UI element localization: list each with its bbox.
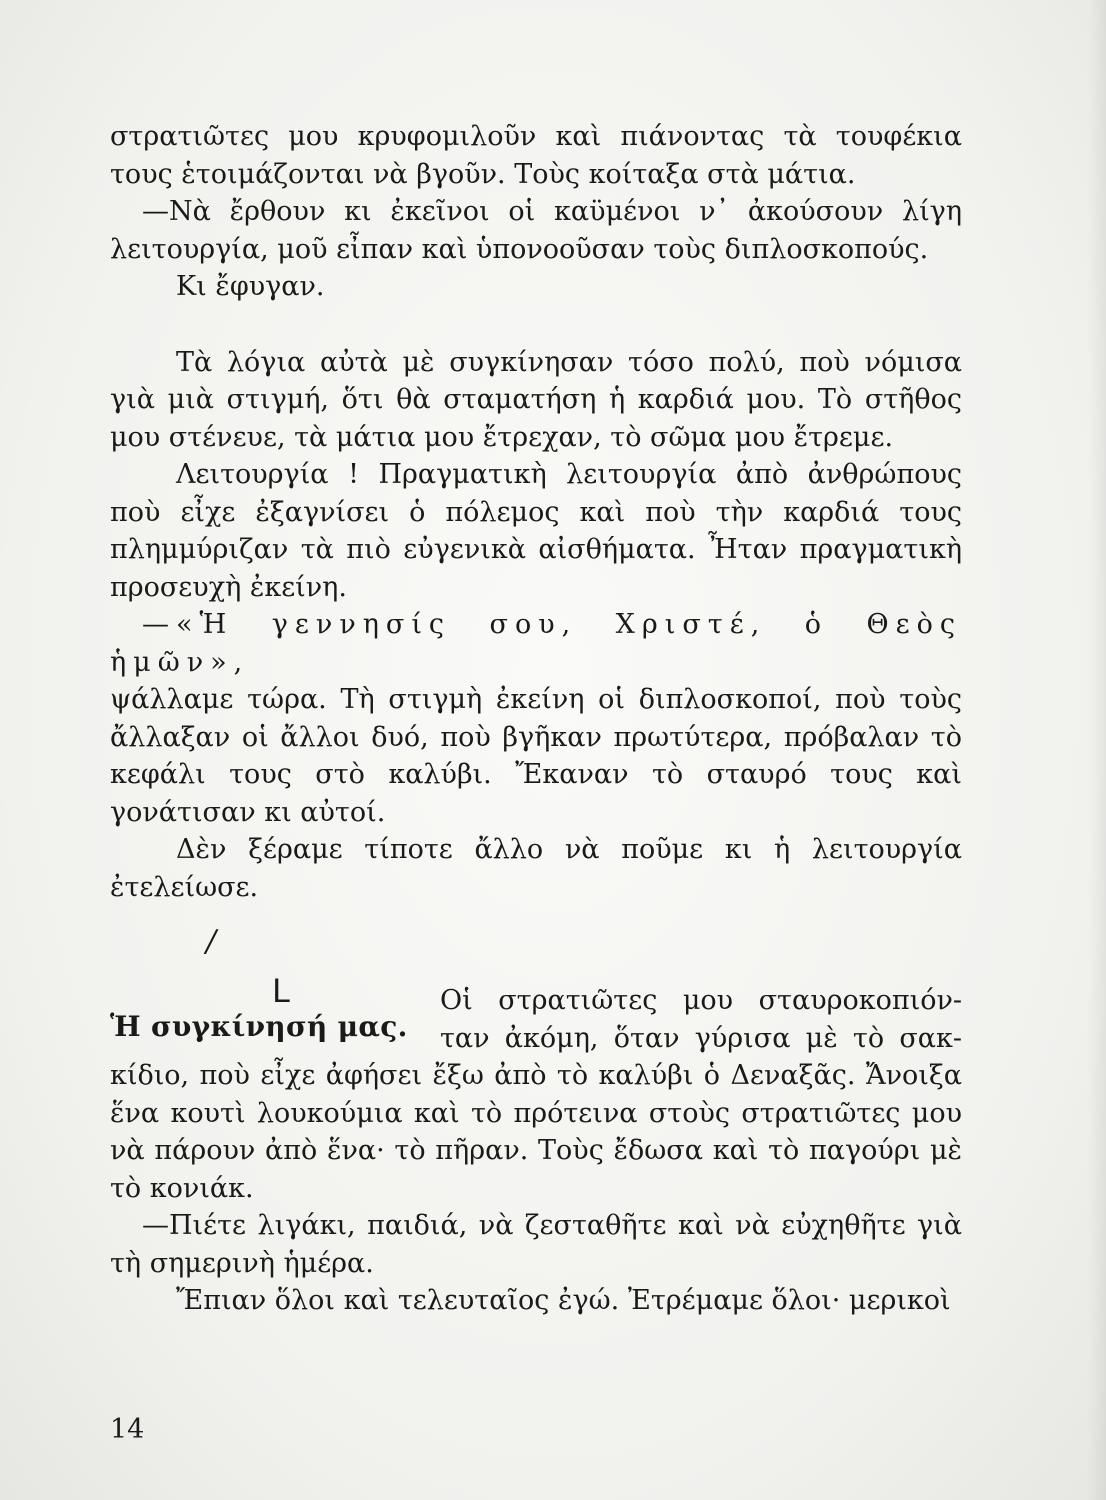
page-edge-shadow: [1088, 0, 1106, 1500]
paragraph-7: Δὲν ξέραμε τίποτε ἄλλο νὰ ποῦμε κι ἡ λειτουργία ἐτελείωσε.: [110, 834, 962, 903]
side-heading: Ἡ συγκίνησή μας.: [110, 1010, 408, 1043]
page-number: 14: [110, 1414, 145, 1445]
section-spacer: [110, 906, 962, 982]
paragraph-2: —Νὰ ἔρθουν κι ἐκεῖνοι οἱ καϋμένοι ν᾽ ἀκούσουν λίγη λειτουργία, μοῦ εἶπαν καὶ ὑπονοοῦσαν τοὺς διπλοσκοπούς.: [110, 196, 962, 265]
subsection-block: [110, 982, 962, 1057]
side-text-line-1: Οἱ στρατιῶτες μου σταυροκοπιόν-: [440, 985, 962, 1016]
side-text: [440, 982, 962, 1057]
paragraph-9: Ἔπιαν ὅλοι καὶ τελευταῖος ἐγώ. Ἐτρέμαμε ὅλοι· μερικοὶ: [176, 1285, 951, 1316]
paragraph-1: στρατιῶτες μου κρυφομιλοῦν καὶ πιάνοντας τὰ τουφέκια τους ἑτοιμάζονται νὰ βγοῦν. Τοὺς κοίταξα στὰ μάτια.: [110, 121, 962, 190]
side-text-line-2: ταν ἀκόμη, ὅταν γύρισα μὲ τὸ σακ-: [440, 1022, 962, 1054]
paragraph-spacer: [110, 306, 962, 344]
paragraph-3: Κι ἔφυγαν.: [176, 271, 325, 302]
editor-slash-mark: /: [206, 924, 217, 959]
paragraph-6: ψάλλαμε τώρα. Τὴ στιγμὴ ἐκείνη οἱ διπλοσκοποί, ποὺ τοὺς ἄλλαξαν οἱ ἄλλοι δυό, ποὺ βγῆκαν πρωτύτερα, πρόβαλαν τὸ κεφάλι τους στὸ καλύβι. Ἔκαναν τὸ σταυρό τους καὶ γονάτισαν κι αὐτοί.: [110, 684, 962, 828]
paragraph-5: Λειτουργία ! Πραγματικὴ λειτουργία ἀπὸ ἀνθρώπους ποὺ εἶχε ἐξαγνίσει ὁ πόλεμος καὶ ποὺ τὴν καρδιά τους πλημμύριζαν τὰ πιὸ εὐγενικὰ αἰσθήματα. Ἦταν πραγματικὴ προσευχὴ ἐκείνη.: [110, 459, 962, 603]
paragraph-4: Τὰ λόγια αὐτὰ μὲ συγκίνησαν τόσο πολύ, ποὺ νόμισα γιὰ μιὰ στιγμή, ὅτι θὰ σταματήση ἡ καρδιά μου. Τὸ στῆθος μου στένευε, τὰ μάτια μου ἔτρεχαν, τὸ σῶμα μου ἔτρεμε.: [110, 346, 962, 453]
subsection-continuation: κίδιο, ποὺ εἶχε ἀφήσει ἔξω ἀπὸ τὸ καλύβι ὁ Δεναξᾶς. Ἄνοιξα ἕνα κουτὶ λουκούμια καὶ τὸ πρότεινα στοὺς στρατιῶτες μου νὰ πάρουν ἀπὸ ἕνα· τὸ πῆραν. Τοὺς ἔδωσα καὶ τὸ παγούρι μὲ τὸ κονιάκ.: [110, 1060, 962, 1204]
editor-hook-mark: ᒪ: [272, 972, 290, 1010]
hymn-line: —«Ἡ γεννησίς σου, Χριστέ, ὁ Θεὸς ἡμῶν»,: [110, 609, 962, 678]
paragraph-8: —Πιέτε λιγάκι, παιδιά, νὰ ζεσταθῆτε καὶ νὰ εὐχηθῆτε γιὰ τὴ σημερινὴ ἡμέρα.: [110, 1210, 962, 1279]
body-text: [110, 118, 962, 1320]
